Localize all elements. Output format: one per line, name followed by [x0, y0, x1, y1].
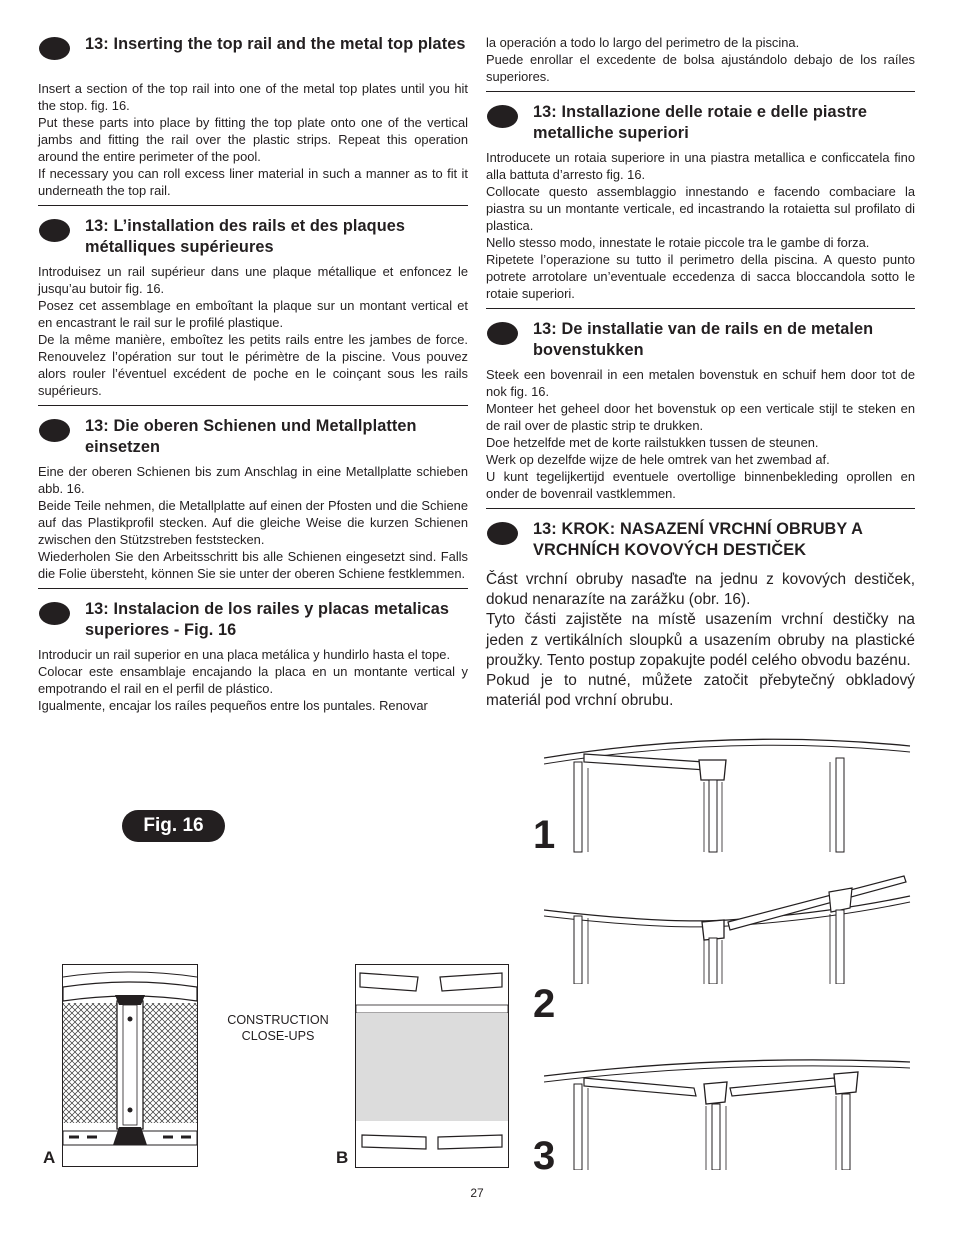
section-italian	[486, 102, 915, 302]
section-spanish	[38, 599, 468, 714]
left-column	[38, 34, 468, 714]
divider	[486, 508, 915, 509]
section-heading	[486, 519, 915, 560]
section-heading	[486, 102, 915, 143]
bullet-icon	[39, 419, 70, 442]
section-text: Steek een bovenrail in een metalen bovenstuk en schuif hem door tot de nok fig. 16. Monteer het geheel door het bovenstuk op een verticale stijl te steken en de rail over de plastic strip te drukken. Doe hetzelfde met de korte railstukken tussen de steunen. Werk op dezelfde wijze de hele omtrek van het zwembad af. U kunt tegelijkertijd eventuele overtollige binnenbekleding oprollen en onder de bovenrail vastklemmen.	[486, 367, 915, 501]
divider	[38, 588, 468, 589]
rail-assembly-drawing	[544, 1058, 912, 1170]
divider	[486, 308, 915, 309]
section-title: 13: Die oberen Schienen und Metallplatten einsetzen	[85, 417, 417, 456]
bullet-icon	[487, 322, 518, 345]
spanish-continued-text: la operación a todo lo largo del perimetro de la piscina. Puede enrollar el excedente de bolsa ajustándolo debajo de los raíles superiores.	[486, 35, 915, 84]
section-german	[38, 416, 468, 582]
rail-assembly-drawing	[544, 874, 912, 984]
section-text: Introduisez un rail supérieur dans une plaque métallique et enfoncez le jusqu’au butoir fig. 16. Posez cet assemblage en emboîtant la plaque sur un montant vertical et en encastrant le rail sur le profilé plastique. De la même manière, emboîtez les petits rails entre les jambes de force. Renouvelez l’opération sur tout le périmètre de la piscine. Vous pouvez alors rouler l’éventuel excédent de poche en le coinçant sous les rails supérieurs.	[38, 264, 468, 398]
section-text: Introducir un rail superior en una placa metálica y hundirlo hasta el tope. Colocar este ensamblaje encajando la placa en un montante vertical y empotrando el rail en el perfil de plástico. Igualmente, encajar los raíles pequeños entre los puntales. Renovar	[38, 647, 468, 713]
section-text: Introducete un rotaia superiore in una piastra metallica e conficcatela fino alla battuta d’arresto fig. 16. Collocate questo assemblaggio innestando e facendo combaciare la piastra su un montante verticale, ed incastrando la rotaietta sul profilato di plastica. Nello stesso modo, innestate le rotaie piccole tra le gambe di forza. Ripetete l’operazione su tutto il perimetro della piscina. A questo punto potrete arrotolare un’eventuale eccedenza di sacca bloccandola sotto le rotaie superiori.	[486, 150, 915, 301]
page-number: 27	[470, 1186, 484, 1200]
section-title: 13: Instalacion de los railes y placas metalicas superiores - Fig. 16	[85, 600, 450, 639]
bullet-icon	[39, 219, 70, 242]
closeup-b-illustration	[355, 964, 509, 1168]
divider	[38, 405, 468, 406]
section-title: 13: KROK: NASAZENÍ VRCHNÍ OBRUBY A VRCHNÍCH KOVOVÝCH DESTIČEK	[533, 520, 863, 559]
closeup-a-letter: A	[43, 1148, 56, 1167]
section-czech	[486, 519, 915, 711]
top-plate-closeup-drawing	[63, 965, 197, 1166]
bullet-icon	[39, 37, 70, 60]
divider	[38, 205, 468, 206]
section-title: 13: L’installation des rails et des plaques métalliques supérieures	[85, 217, 406, 256]
closeup-a-illustration	[62, 964, 198, 1167]
section-text: Část vrchní obruby nasaďte na jednu z kovových destiček, dokud nenarazíte na zarážku (obr. 16). Tyto části zajistěte na místě usazením vrchní destičky na jeden z vertikálních sloupků a usazením obruby na plastické proužky. Tento postup zopakujte podél celého obvodu bazénu. Pokud je to nutné, můžete zatočit přebytečný obkladový materiál pod vrchní obrubu.	[486, 571, 915, 710]
section-english	[38, 34, 468, 199]
section-title: 13: Inserting the top rail and the metal top plates	[85, 35, 466, 53]
step-number: 1	[533, 813, 556, 857]
step-number: 3	[533, 1134, 556, 1178]
bullet-icon	[39, 602, 70, 625]
bullet-icon	[487, 522, 518, 545]
divider	[486, 91, 915, 92]
section-text: Eine der oberen Schienen bis zum Anschlag in eine Metallplatte schieben abb. 16. Beide Teile nehmen, die Metallplatte auf einen der Pfosten und die Schiene auf das Plastikprofil stecken. Auf die gleiche Weise die kurzen Schienen zwischen den Stützstreben feststecken. Wiederholen Sie den Arbeitsschritt bis alle Schienen eingesetzt sind. Falls die Folie übersteht, können Sie sie unter der oberen Schiene festklemmen.	[38, 464, 468, 581]
section-text: Insert a section of the top rail into one of the metal top plates until you hit the stop. fig. 16. Put these parts into place by fitting the top plate onto one of the vertical jambs and fitting the rail over the plastic strips. Repeat this operation around the entire perimeter of the pool. If necessary you can roll excess liner material in such a manner as to fit it underneath the top rail.	[38, 81, 468, 198]
section-title: 13: De installatie van de rails en de metalen bovenstukken	[533, 320, 874, 359]
section-heading	[38, 599, 468, 640]
step-2-illustration	[544, 874, 912, 984]
section-french	[38, 216, 468, 399]
section-heading	[486, 319, 915, 360]
section-title: 13: Installazione delle rotaie e delle piastre metalliche superiori	[533, 103, 867, 142]
step-3-illustration	[544, 1058, 912, 1170]
section-heading	[38, 216, 468, 257]
closeup-caption: CONSTRUCTION CLOSE-UPS	[227, 1013, 329, 1043]
rail-assembly-drawing	[544, 738, 912, 853]
bullet-icon	[487, 105, 518, 128]
step-1-illustration	[544, 738, 912, 853]
rail-joint-closeup-drawing	[356, 965, 508, 1167]
section-heading	[38, 34, 468, 74]
section-heading	[38, 416, 468, 457]
figure-label: Fig. 16	[122, 810, 225, 842]
section-dutch	[486, 319, 915, 502]
right-column	[486, 34, 915, 711]
step-number: 2	[533, 982, 556, 1026]
closeup-b-letter: B	[336, 1148, 349, 1167]
